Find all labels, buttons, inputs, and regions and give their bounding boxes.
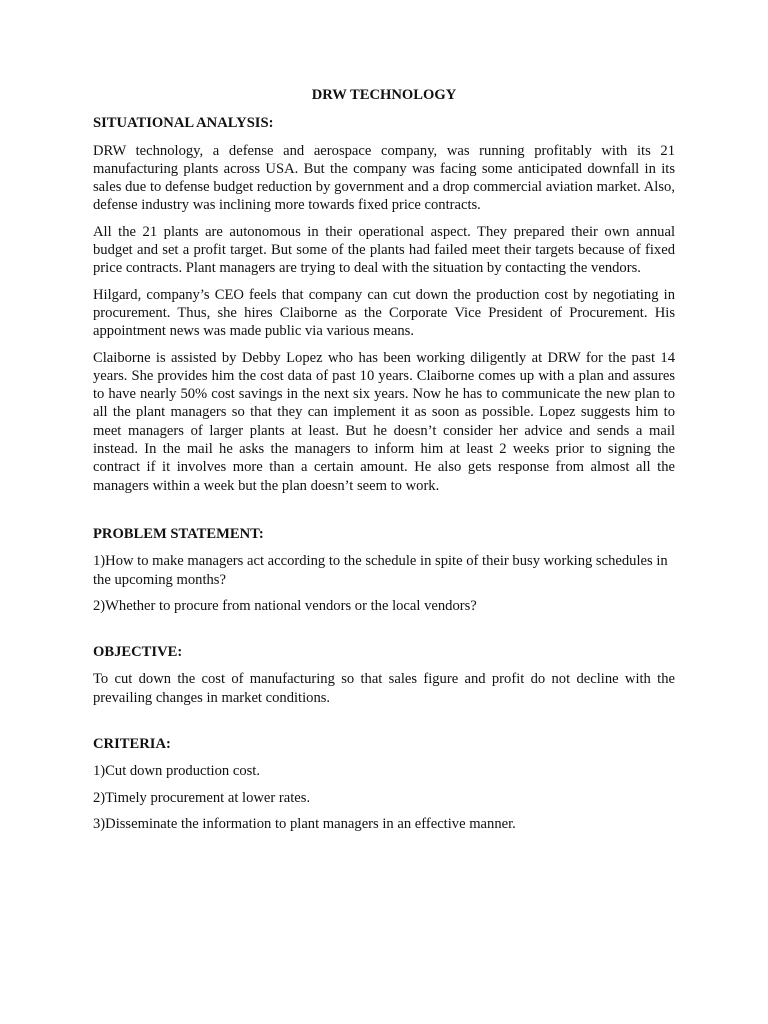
section-heading: OBJECTIVE: bbox=[93, 644, 183, 661]
spacer bbox=[93, 503, 675, 525]
section-heading: SITUATIONAL ANALYSIS: bbox=[93, 115, 274, 132]
paragraph: DRW technology, a defense and aerospace company, was running profitably with its 21 manufacturing plants across USA. But the company was facing some anticipated downfall in its sales due to defense budget reduction by government and a drop commercial aviation market. Also, defense industry was inclining more towards fixed price contracts. bbox=[93, 142, 675, 214]
section-problem-statement bbox=[93, 525, 675, 615]
paragraph: To cut down the cost of manufacturing so that sales figure and profit do not decline with the prevailing changes in market conditions. bbox=[93, 671, 675, 706]
document-title: DRW TECHNOLOGY bbox=[311, 87, 457, 103]
paragraph: Hilgard, company’s CEO feels that company can cut down the production cost by negotiating in procurement. Thus, she hires Claiborne as the Corporate Vice President of Procurement. His appointment news was made public via various means. bbox=[93, 286, 675, 340]
document-body bbox=[93, 86, 675, 841]
list-item: 1)How to make managers act according to the schedule in spite of their busy working schedules in the upcoming months? bbox=[93, 553, 668, 588]
section-objective bbox=[93, 643, 675, 707]
spacer bbox=[93, 623, 675, 643]
paragraph: All the 21 plants are autonomous in their operational aspect. They prepared their own annual budget and set a profit target. But some of the plants had failed meet their targets because of fixed price contracts. Plant managers are trying to deal with the situation by contacting the vendors. bbox=[93, 223, 675, 277]
section-situational-analysis bbox=[93, 114, 675, 495]
list-item: 1)Cut down production cost. bbox=[93, 763, 261, 780]
section-heading: CRITERIA: bbox=[93, 736, 171, 753]
section-heading: PROBLEM STATEMENT: bbox=[93, 525, 264, 542]
section-criteria bbox=[93, 735, 675, 833]
list-item: 2)Whether to procure from national vendors or the local vendors? bbox=[93, 597, 477, 614]
spacer bbox=[93, 715, 675, 735]
list-item: 3)Disseminate the information to plant managers in an effective manner. bbox=[93, 815, 516, 832]
paragraph: Claiborne is assisted by Debby Lopez who has been working diligently at DRW for the past 14 years. She provides him the cost data of past 10 years. Claiborne comes up with a plan and assures to have nearly 50% cost savings in the next six years. Now he has to communicate the new plan to all the plant managers so that they can implement it as soon as possible. Lopez suggests him to meet managers of larger plants at least. But he doesn’t consider her advice and sends a mail instead. In the mail he asks the managers to inform him at least 2 weeks prior to signing the contract if it involves more than a certain amount. He also gets response from almost all the managers within a week but the plan doesn’t seem to work. bbox=[93, 349, 675, 494]
list-item: 2)Timely procurement at lower rates. bbox=[93, 789, 311, 806]
